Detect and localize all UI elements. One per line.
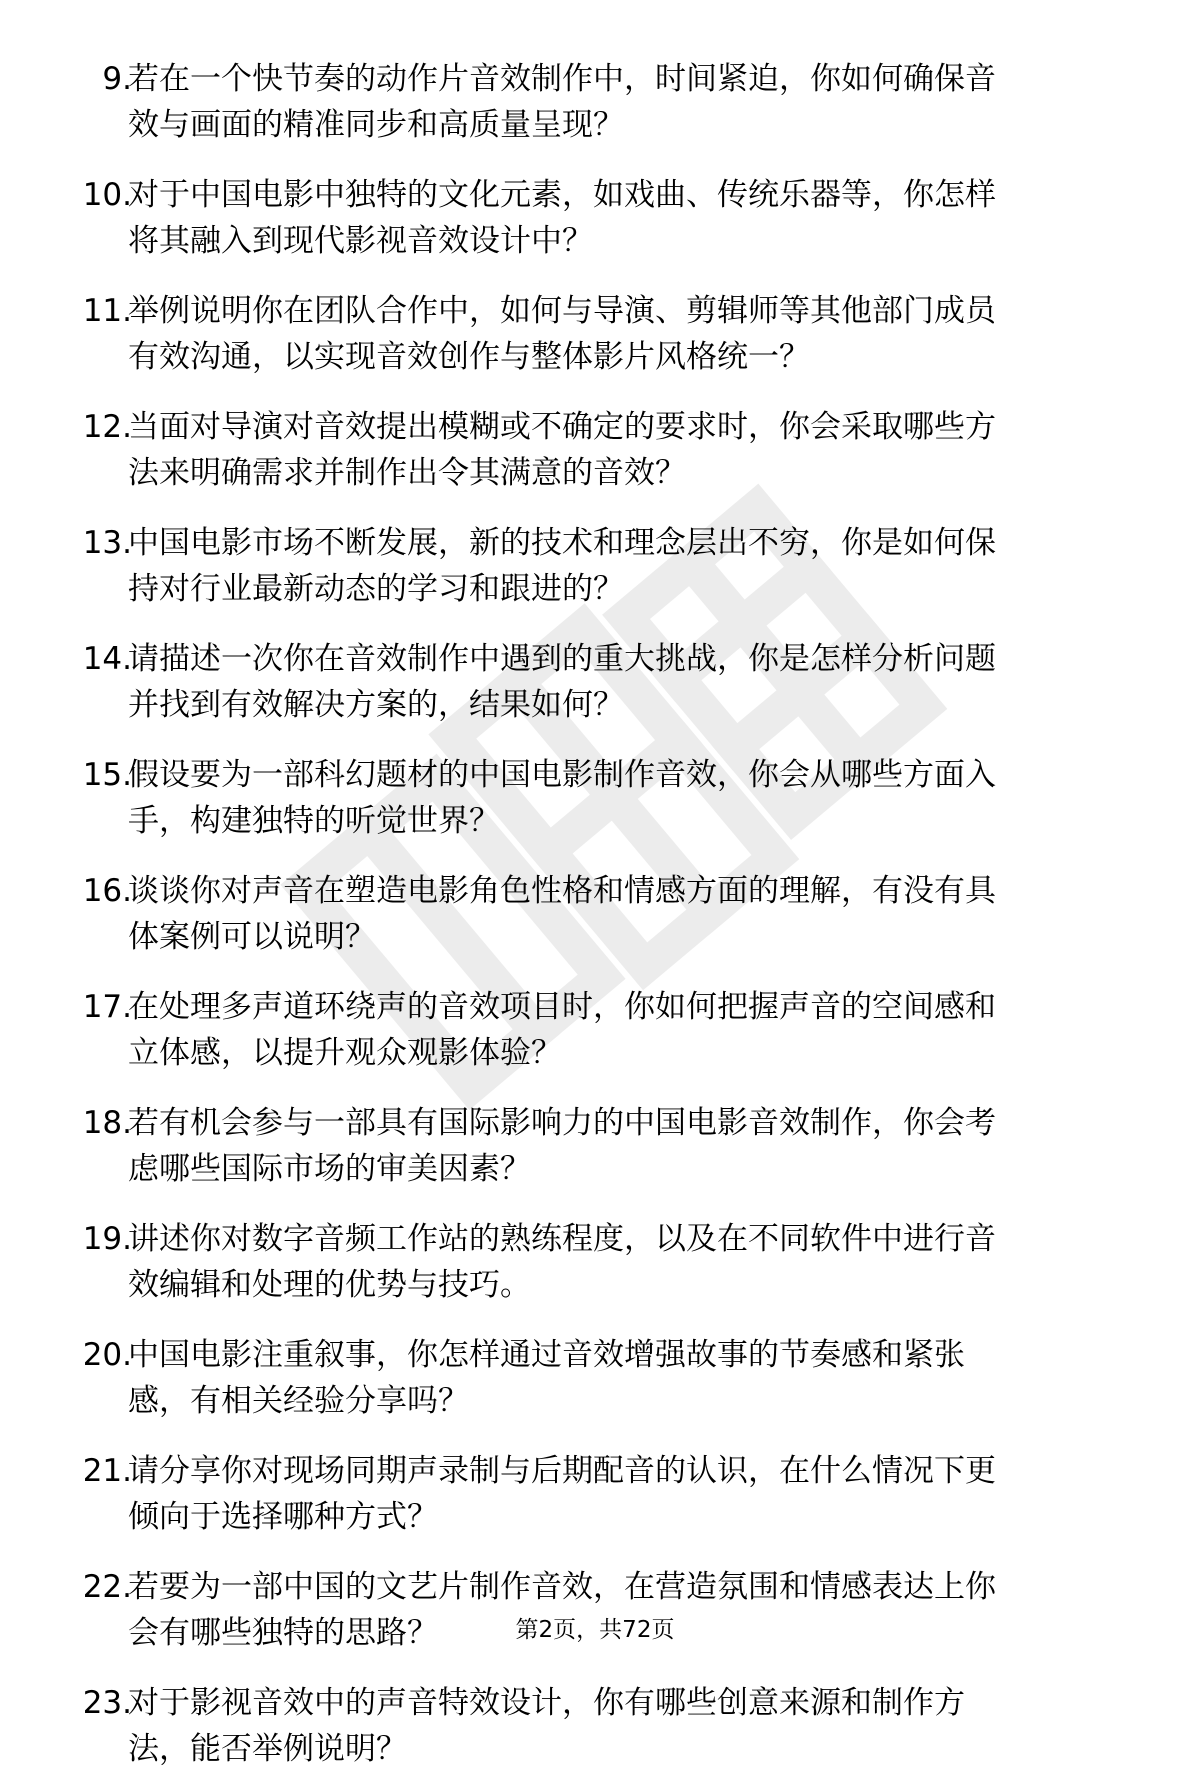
question-text-line: 感，有相关经验分享吗？: [128, 1383, 469, 1419]
page-number-footer: 第2页，共72页: [515, 1617, 675, 1643]
question-text: [128, 172, 1118, 264]
question-number: 12.: [82, 409, 132, 445]
question-number: 15.: [82, 757, 132, 793]
question-item: [0, 1328, 1190, 1444]
question-text-line: 有效沟通，以实现音效创作与整体影片风格统一？: [128, 339, 810, 375]
question-number: 18.: [82, 1105, 132, 1141]
question-list: [0, 52, 1190, 1792]
question-text-line: 若有机会参与一部具有国际影响力的中国电影音效制作，你会考: [128, 1105, 996, 1141]
question-text-line: 请分享你对现场同期声录制与后期配音的认识，在什么情况下更: [128, 1453, 996, 1489]
question-number: 13.: [82, 525, 132, 561]
question-text: [128, 56, 1118, 148]
question-item: [0, 1096, 1190, 1212]
question-text-line: 立体感，以提升观众观影体验？: [128, 1035, 562, 1071]
question-text-line: 将其融入到现代影视音效设计中？: [128, 223, 593, 259]
question-text-line: 并找到有效解决方案的，结果如何？: [128, 687, 624, 723]
question-number: 11.: [82, 293, 132, 329]
question-text: [128, 520, 1118, 612]
question-item: [0, 1212, 1190, 1328]
question-number: 14.: [82, 641, 132, 677]
question-text: [128, 1680, 1118, 1772]
question-number: 23.: [82, 1685, 132, 1721]
question-text-line: 对于影视音效中的声音特效设计，你有哪些创意来源和制作方: [128, 1685, 965, 1721]
question-text: [128, 984, 1118, 1076]
question-text-line: 会有哪些独特的思路？: [128, 1615, 438, 1651]
question-text-line: 倾向于选择哪种方式？: [128, 1499, 438, 1535]
question-item: [0, 980, 1190, 1096]
question-item: [0, 400, 1190, 516]
question-text-line: 若在一个快节奏的动作片音效制作中，时间紧迫，你如何确保音: [128, 61, 996, 97]
question-text: [128, 1332, 1118, 1424]
question-text-line: 体案例可以说明？: [128, 919, 376, 955]
question-item: [0, 1676, 1190, 1792]
question-item: [0, 864, 1190, 980]
question-text-line: 中国电影注重叙事，你怎样通过音效增强故事的节奏感和紧张: [128, 1337, 965, 1373]
question-text-line: 举例说明你在团队合作中，如何与导演、剪辑师等其他部门成员: [128, 293, 996, 329]
question-item: [0, 284, 1190, 400]
question-text-line: 效编辑和处理的优势与技巧。: [128, 1267, 531, 1303]
question-number: 19.: [82, 1221, 132, 1257]
question-text: [128, 404, 1118, 496]
question-text: [128, 1100, 1118, 1192]
question-text-line: 对于中国电影中独特的文化元素，如戏曲、传统乐器等，你怎样: [128, 177, 996, 213]
question-item: [0, 1444, 1190, 1560]
question-text: [128, 1448, 1118, 1540]
question-item: [0, 168, 1190, 284]
question-number: 16.: [82, 873, 132, 909]
question-text: [128, 636, 1118, 728]
question-text-line: 若要为一部中国的文艺片制作音效，在营造氛围和情感表达上你: [128, 1569, 996, 1605]
question-text: [128, 1216, 1118, 1308]
question-number: 20.: [82, 1337, 132, 1373]
question-text: [128, 288, 1118, 380]
question-item: [0, 516, 1190, 632]
question-text-line: 在处理多声道环绕声的音效项目时，你如何把握声音的空间感和: [128, 989, 996, 1025]
question-text-line: 请描述一次你在音效制作中遇到的重大挑战，你是怎样分析问题: [128, 641, 996, 677]
question-text: [128, 868, 1118, 960]
question-text-line: 效与画面的精准同步和高质量呈现？: [128, 107, 624, 143]
question-number: 9.: [102, 61, 132, 97]
question-text-line: 中国电影市场不断发展，新的技术和理念层出不穷，你是如何保: [128, 525, 996, 561]
question-text-line: 法，能否举例说明？: [128, 1731, 407, 1767]
question-number: 10.: [82, 177, 132, 213]
question-text-line: 假设要为一部科幻题材的中国电影制作音效，你会从哪些方面入: [128, 757, 996, 793]
question-number: 21.: [82, 1453, 132, 1489]
question-text-line: 手，构建独特的听觉世界？: [128, 803, 500, 839]
question-text-line: 持对行业最新动态的学习和跟进的？: [128, 571, 624, 607]
question-text-line: 法来明确需求并制作出令其满意的音效？: [128, 455, 686, 491]
question-text: [128, 752, 1118, 844]
question-text-line: 虑哪些国际市场的审美因素？: [128, 1151, 531, 1187]
question-number: 17.: [82, 989, 132, 1025]
question-item: [0, 52, 1190, 168]
question-text-line: 谈谈你对声音在塑造电影角色性格和情感方面的理解，有没有具: [128, 873, 996, 909]
question-text-line: 讲述你对数字音频工作站的熟练程度，以及在不同软件中进行音: [128, 1221, 996, 1257]
question-number: 22.: [82, 1569, 132, 1605]
question-item: [0, 748, 1190, 864]
question-text-line: 当面对导演对音效提出模糊或不确定的要求时，你会采取哪些方: [128, 409, 996, 445]
question-item: [0, 632, 1190, 748]
